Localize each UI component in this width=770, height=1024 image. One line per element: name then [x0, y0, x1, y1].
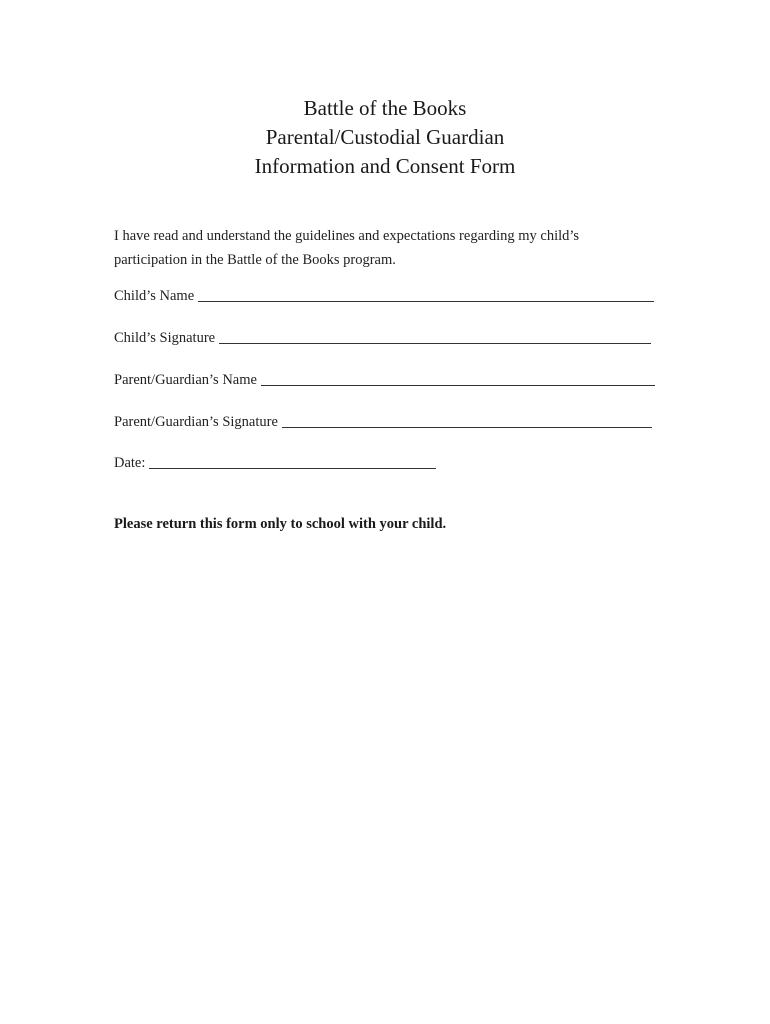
childs-signature-field[interactable]: [114, 327, 651, 347]
intro-line-2: participation in the Battle of the Books program.: [114, 252, 396, 268]
date-field[interactable]: [114, 452, 436, 472]
form-title: [0, 94, 770, 181]
intro-paragraph: [114, 224, 674, 272]
intro-line-1: I have read and understand the guidelines and expectations regarding my child’s: [114, 228, 580, 244]
title-line-1: Battle of the Books: [303, 96, 467, 120]
guardian-signature-blank-line[interactable]: [282, 427, 652, 428]
guardian-name-blank-line[interactable]: [261, 385, 655, 386]
childs-signature-label: Child’s Signature: [114, 330, 216, 346]
date-blank-line[interactable]: [149, 468, 436, 469]
guardian-signature-field[interactable]: [114, 411, 652, 431]
title-line-2: Parental/Custodial Guardian: [265, 125, 505, 149]
childs-name-field[interactable]: [114, 285, 654, 305]
guardian-signature-label: Parent/Guardian’s Signature: [114, 414, 278, 430]
childs-name-blank-line[interactable]: [198, 301, 654, 302]
title-line-3: Information and Consent Form: [254, 154, 516, 178]
date-label: Date:: [114, 455, 146, 471]
childs-name-label: Child’s Name: [114, 288, 195, 304]
return-notice: Please return this form only to school with your child.: [114, 516, 447, 532]
childs-signature-blank-line[interactable]: [219, 343, 651, 344]
guardian-name-label: Parent/Guardian’s Name: [114, 372, 257, 388]
guardian-name-field[interactable]: [114, 369, 655, 389]
